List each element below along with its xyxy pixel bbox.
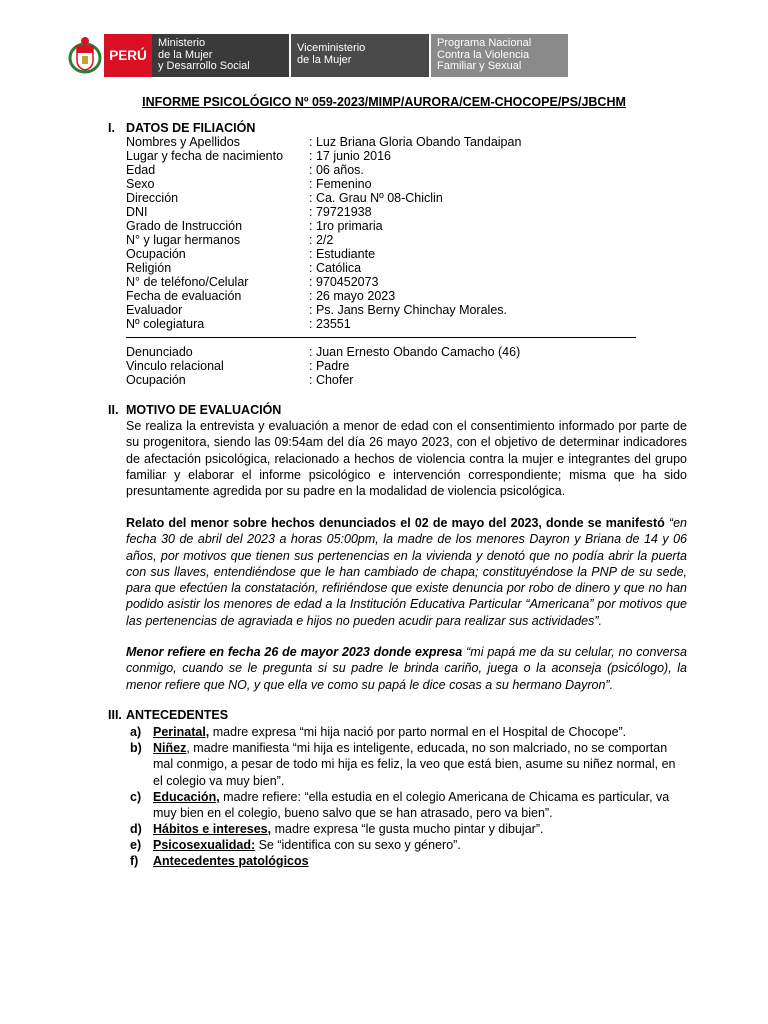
ministry-line: Ministerio — [158, 37, 206, 49]
paragraph-menor — [126, 644, 687, 693]
program-line: Familiar y Sexual — [437, 60, 522, 72]
header-banner — [66, 34, 568, 77]
row-label: Fecha de evaluación — [126, 289, 242, 303]
menor-lead: Menor refiere en fecha 26 de mayor 2023 donde expresa — [126, 645, 463, 659]
paragraph-motivo: Se realiza la entrevista y evaluación a menor de edad con el consentimiento informado por parte de su progenitora, siendo las 09:54am del día 26 mayo 2023, con el objetivo de determinar indicadores de afectación psicológica, relacionado a hechos de violencia contra la mujer e integrantes del grupo familiar y elaborar el informe psicológico e intervención correspondiente; misma que ha sido presuntamente agredida por su padre en la modalidad de violencia psicológica. — [126, 419, 687, 499]
section-title: DATOS DE FILIACIÓN — [126, 121, 256, 135]
relato-lead: Relato del menor sobre hechos denunciados el 02 de mayo del 2023, donde se manifestó — [126, 516, 665, 530]
program-line: Programa Nacional — [437, 37, 532, 49]
section-number: II. — [108, 403, 119, 417]
viceministry-line: de la Mujer — [297, 53, 352, 66]
program-line: Contra la Violencia — [437, 48, 530, 61]
row-value: : Católica — [309, 261, 362, 275]
peru-logo: PERÚ — [104, 34, 152, 77]
item-body: madre expresa “mi hija nació por parto normal en el Hospital de Chocope”. — [209, 725, 627, 739]
section-title: MOTIVO DE EVALUACIÓN — [126, 403, 282, 417]
ministry-block — [152, 34, 289, 77]
row-value: : 23551 — [309, 317, 351, 331]
row-label: Dirección — [126, 191, 179, 205]
item-body: madre expresa “le gusta mucho pintar y dibujar”. — [271, 822, 544, 836]
program-block — [431, 34, 568, 77]
item-heading: Hábitos e intereses, — [153, 822, 272, 836]
item-heading: Niñez — [153, 741, 187, 755]
item-letter: d) — [130, 822, 142, 836]
divider — [126, 337, 636, 338]
row-value: : Ps. Jans Berny Chinchay Morales. — [309, 303, 507, 317]
row-label: Evaluador — [126, 303, 183, 317]
row-value: : 26 mayo 2023 — [309, 289, 396, 303]
row-label: Nº colegiatura — [126, 317, 205, 331]
item-letter: b) — [130, 741, 142, 755]
antecedente-item — [130, 837, 687, 853]
ministry-line: de la Mujer — [158, 48, 213, 61]
item-text — [153, 821, 687, 837]
paragraph-relato — [126, 515, 687, 629]
viceministry-line: Viceministerio — [297, 42, 366, 54]
item-letter: a) — [130, 725, 142, 739]
ministry-line: y Desarrollo Social — [158, 60, 250, 72]
row-label: Grado de Instrucción — [126, 219, 243, 233]
row-value: : 970452073 — [309, 275, 379, 289]
antecedente-item — [130, 789, 687, 822]
coat-of-arms-icon — [66, 34, 104, 77]
item-heading: Antecedentes patológicos — [153, 854, 309, 868]
item-heading: Educación, — [153, 790, 220, 804]
row-value: : Padre — [309, 359, 350, 373]
row-label: N° y lugar hermanos — [126, 233, 241, 247]
row-value: : Estudiante — [309, 247, 376, 261]
section-heading — [108, 403, 281, 417]
row-label: Vinculo relacional — [126, 359, 224, 373]
section-title: ANTECEDENTES — [126, 708, 229, 722]
row-value: : 2/2 — [309, 233, 334, 247]
item-letter: e) — [130, 838, 142, 852]
row-value: : Luz Briana Gloria Obando Tandaipan — [309, 135, 522, 149]
row-label: Denunciado — [126, 345, 193, 359]
antecedente-item — [130, 724, 687, 740]
row-label: Ocupación — [126, 373, 186, 387]
row-label: DNI — [126, 205, 148, 219]
row-value: : 1ro primaria — [309, 219, 383, 233]
row-value: : Ca. Grau Nº 08-Chiclin — [309, 191, 443, 205]
row-value: : 17 junio 2016 — [309, 149, 392, 163]
row-label: Lugar y fecha de nacimiento — [126, 149, 284, 163]
section-heading — [108, 708, 228, 722]
row-value: : Femenino — [309, 177, 372, 191]
item-text — [153, 853, 687, 869]
row-value: : 79721938 — [309, 205, 372, 219]
row-label: Sexo — [126, 177, 155, 191]
relato-quote: “en fecha 30 de abril del 2023 a horas 05:00pm, la madre de los menores Dayron y Briana de 14 y 06 años, por motivos que tienen sus pertenencias en la vivienda y denotó que no podía abrir la puerta con sus llaves, entendiéndose que le han cambiado de chapa; constituyéndose la PNP de su sede, para que efectúen la constatación, refiriéndose que existe denuncia por robo de dinero y que no han podido asistir los menores de edad a la Institución Educativa Particular “Americana” por motivos que las pertenencias de agraviada e hijos no pueden acudir para realizar sus actividades”. — [126, 516, 687, 628]
item-text — [153, 724, 687, 740]
row-label: Nombres y Apellidos — [126, 135, 240, 149]
menor-quote: “mi papá me da su celular, no conversa conmigo, cuando se le pregunta si su padre le brinda cariño, juega o la aconseja (psicólogo), la menor refiere que NO, y que ella ve como su papá le dice cosas a su hermano Dayron”. — [126, 645, 687, 692]
item-letter: f) — [130, 854, 139, 868]
item-text — [153, 789, 687, 822]
antecedente-item — [130, 821, 687, 837]
item-heading: Psicosexualidad: — [153, 838, 256, 852]
row-value: : Juan Ernesto Obando Camacho (46) — [309, 345, 521, 359]
row-value: : Chofer — [309, 373, 354, 387]
item-body: madre refiere: “ella estudia en el colegio Americana de Chicama es particular, va muy bien en el colegio, bueno salvo que se han atrasado, pero va bien”. — [153, 790, 670, 821]
section-number: III. — [108, 708, 122, 722]
row-label: Edad — [126, 163, 156, 177]
row-label: Religión — [126, 261, 172, 275]
viceministry-block — [291, 34, 429, 77]
item-text — [153, 837, 687, 853]
item-body: Se “identifica con su sexo y género”. — [255, 838, 461, 852]
item-text — [153, 740, 687, 789]
row-value: : 06 años. — [309, 163, 364, 177]
row-label: Ocupación — [126, 247, 186, 261]
antecedente-item — [130, 740, 687, 789]
antecedente-item — [130, 853, 687, 869]
item-letter: c) — [130, 790, 142, 804]
section-number: I. — [108, 121, 115, 135]
item-heading: Perinatal, — [153, 725, 210, 739]
section-heading — [108, 121, 255, 135]
report-title: INFORME PSICOLÓGICO Nº 059-2023/MIMP/AURORA/CEM-CHOCOPE/PS/JBCHM — [142, 95, 626, 109]
item-body: , madre manifiesta “mi hija es inteligente, educada, no son malcriado, no se comportan mal conmigo, a pesar de todo mi hija es feliz, la veo que está bien, asume su niñez normal, en el colegio va muy bien”. — [153, 741, 676, 788]
row-label: N° de teléfono/Celular — [126, 275, 249, 289]
